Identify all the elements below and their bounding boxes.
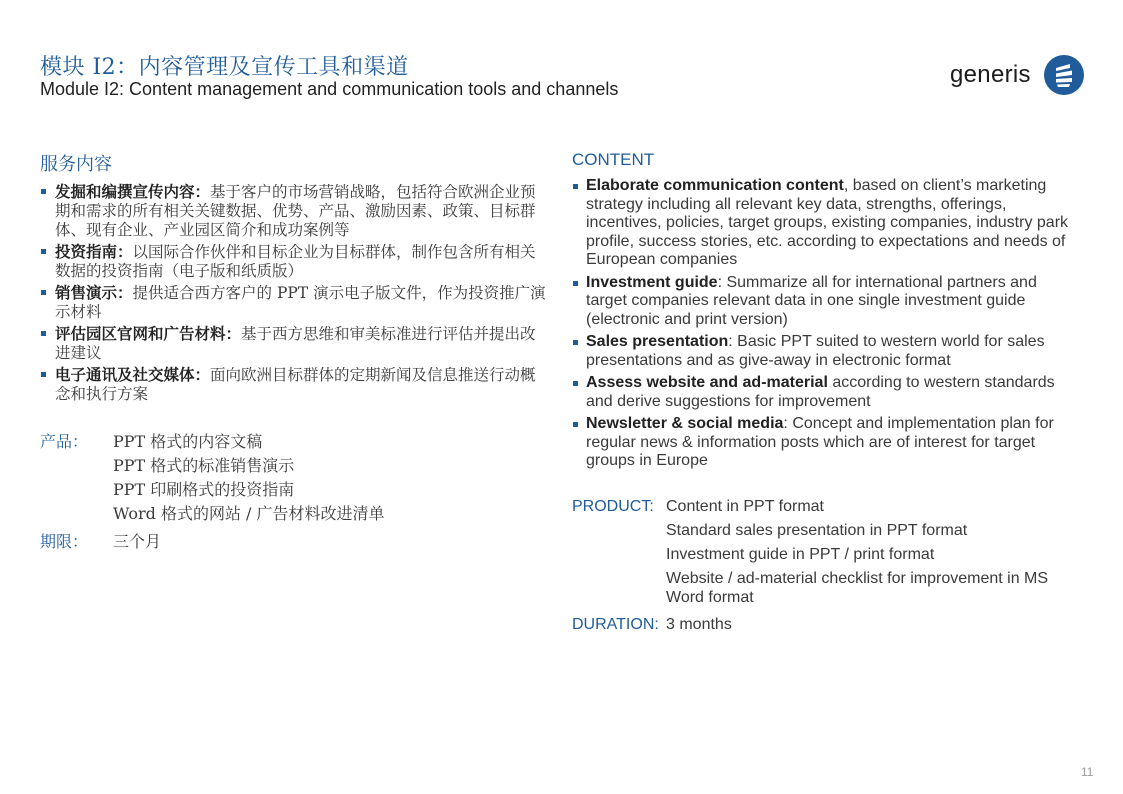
content-cn (40, 150, 550, 554)
item-text: : Summarize all for international partners and target companies relevant data in one single investment guide (electronic and print version) (586, 273, 1037, 328)
product-block-cn (40, 430, 550, 554)
item-title: Sales presentation (586, 333, 729, 350)
list-item (40, 242, 550, 281)
item-title: Elaborate communication content (586, 177, 844, 194)
product-item: Content in PPT format (666, 497, 824, 515)
duration-label-cn: 期限： (40, 532, 89, 551)
item-title: Assess website and ad-material (586, 374, 828, 391)
section-heading-en: CONTENT (572, 150, 655, 169)
product-item: PPT 格式的内容文稿 (113, 432, 263, 451)
item-title: 发掘和编撰宣传内容： (55, 182, 211, 201)
item-title: 电子通讯及社交媒体： (55, 365, 211, 384)
item-text: according to western standards and derive suggestions for improvement (586, 374, 1055, 410)
duration-value-en: 3 months (666, 615, 732, 633)
product-item: Word 格式的网站 / 广告材料改进清单 (113, 504, 385, 523)
section-heading-cn: 服务内容 (40, 154, 112, 175)
item-title: Investment guide (586, 273, 718, 291)
list-item (572, 374, 1082, 411)
item-text: 基于客户的市场营销战略，包括符合欧洲企业预期和需求的所有相关关键数据、优势、产品、激励因素、政策、目标群体、现有企业、产业园区简介和成功案例等 (55, 183, 536, 239)
product-item: Investment guide in PPT / print format (666, 545, 935, 563)
item-text: 以国际合作伙伴和目标企业为目标群体，制作包含所有相关数据的投资指南（电子版和纸质版） (55, 243, 536, 280)
service-list-en (572, 177, 1082, 471)
item-text: , based on client’s marketing strategy including all relevant key data, strengths, offerings, incentives, policies, target groups, existing companies, industry park profile, success stories, etc. according to expectations and needs of European companies (586, 177, 1069, 268)
page-title-en: Module I2: Content management and communication tools and channels (40, 79, 619, 99)
item-title: 评估园区官网和广告材料： (55, 324, 242, 343)
page-number: 11 (1081, 765, 1094, 779)
item-text: : Concept and implementation plan for regular news & information posts which are of interest for target groups in Europe (586, 415, 1054, 469)
duration-value-cn: 三个月 (113, 532, 162, 551)
item-text: 面向欧洲目标群体的定期新闻及信息推送行动概念和执行方案 (55, 366, 536, 403)
generis-logo-icon (1043, 54, 1085, 96)
product-label-en: PRODUCT: (572, 497, 654, 515)
product-item: Standard sales presentation in PPT format (666, 521, 968, 539)
list-item (572, 415, 1082, 471)
list-item (40, 283, 550, 322)
item-text: 基于西方思维和审美标准进行评估并提出改进建议 (55, 325, 536, 362)
service-list-cn (40, 182, 550, 404)
product-item: PPT 格式的标准销售演示 (113, 456, 295, 475)
list-item (40, 324, 550, 363)
item-title: 投资指南： (55, 242, 133, 261)
list-item (572, 274, 1082, 330)
item-title: 销售演示： (55, 283, 133, 302)
product-block-en (572, 495, 1082, 637)
item-title: Newsletter & social media (586, 415, 784, 432)
duration-label-en: DURATION: (572, 615, 659, 633)
list-item (40, 182, 550, 240)
product-item: PPT 印刷格式的投资指南 (113, 480, 295, 499)
list-item (40, 365, 550, 404)
item-text: 提供适合西方客户的 PPT 演示电子版文件，作为投资推广演示材料 (55, 284, 546, 321)
content-en (572, 150, 1082, 637)
item-text: : Basic PPT suited to western world for sales presentations and as give-away in electronic format (586, 333, 1045, 369)
list-item (572, 177, 1082, 270)
product-label-cn: 产品： (40, 432, 89, 451)
page-title-cn: 模块 I2：内容管理及宣传工具和渠道 (40, 55, 409, 80)
generis-logo (950, 54, 1085, 96)
logo-text: generis (950, 61, 1031, 88)
product-item: Website / ad-material checklist for improvement in MS Word format (666, 569, 1049, 606)
list-item (572, 333, 1082, 370)
